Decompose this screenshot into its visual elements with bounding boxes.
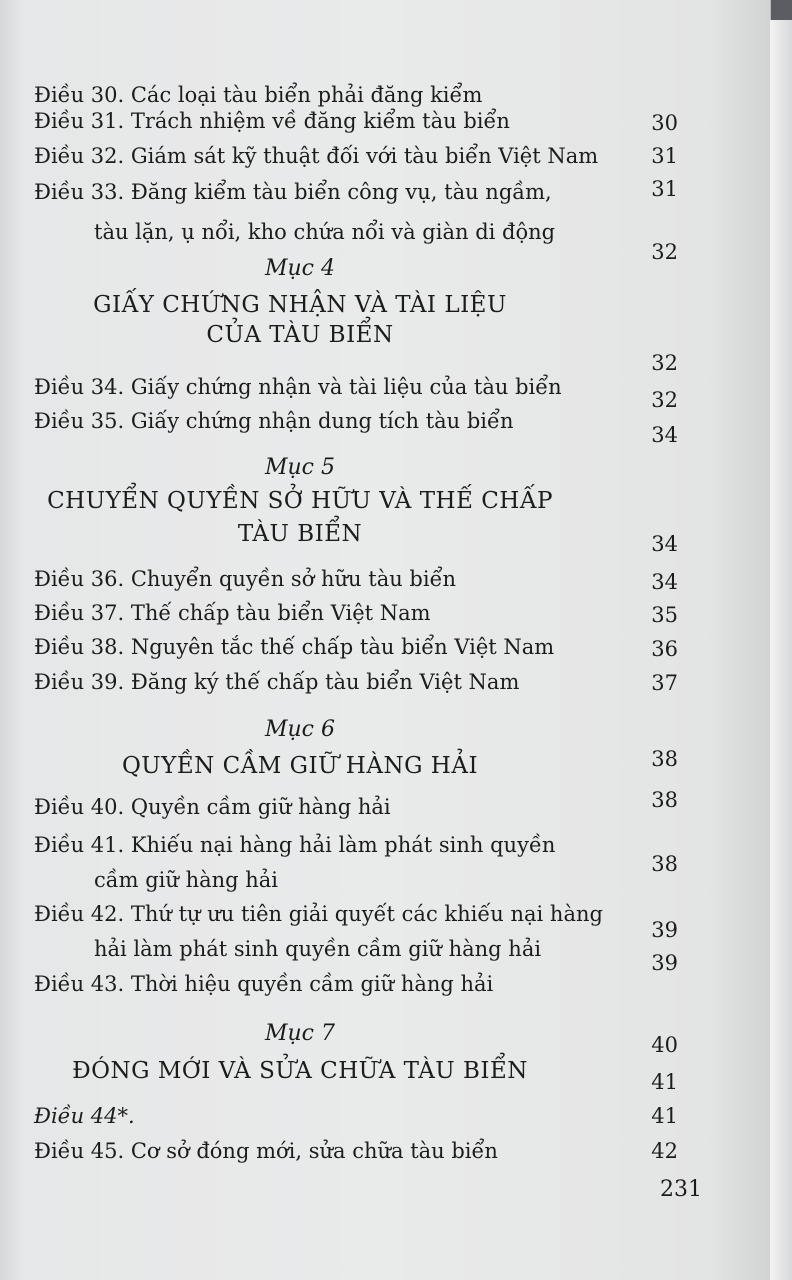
toc-page-number: 39 xyxy=(651,918,678,942)
toc-entry-dieu-37: Điều 37. Thế chấp tàu biển Việt Nam xyxy=(34,601,431,625)
section-label-muc-6: Mục 6 xyxy=(264,717,335,742)
section-label-muc-7: Mục 7 xyxy=(264,1021,335,1046)
toc-entry-dieu-33: Điều 33. Đăng kiểm tàu biển công vụ, tàu ngầm, xyxy=(34,180,552,204)
toc-page-number: 38 xyxy=(651,747,678,771)
page-number: 231 xyxy=(660,1177,702,1202)
toc-entry-dieu-35: Điều 35. Giấy chứng nhận dung tích tàu biển xyxy=(34,409,514,433)
toc-page-number: 31 xyxy=(651,144,678,168)
section-title-muc-5-line-2: TÀU BIỂN xyxy=(237,521,363,547)
toc-page-number: 34 xyxy=(651,532,678,556)
toc-page-number: 36 xyxy=(651,637,678,661)
toc-entry-dieu-44: Điều 44*. xyxy=(34,1104,135,1128)
toc-page-number: 32 xyxy=(651,240,678,264)
toc-page-number: 40 xyxy=(651,1033,678,1057)
toc-page-number: 31 xyxy=(651,177,678,201)
toc-page-number: 39 xyxy=(651,951,678,975)
toc-entry-dieu-40: Điều 40. Quyền cầm giữ hàng hải xyxy=(34,795,391,819)
section-title-muc-7: ĐÓNG MỚI VÀ SỬA CHỮA TÀU BIỂN xyxy=(72,1058,528,1084)
toc-page-number: 42 xyxy=(651,1139,678,1163)
toc-page-number: 38 xyxy=(651,852,678,876)
section-label-muc-5: Mục 5 xyxy=(264,455,335,480)
toc-page-number: 32 xyxy=(651,351,678,375)
toc-page-number: 32 xyxy=(651,388,678,412)
toc-page-number: 30 xyxy=(651,111,678,135)
toc-entry-dieu-39: Điều 39. Đăng ký thế chấp tàu biển Việt Nam xyxy=(34,670,520,694)
page-edge xyxy=(770,20,792,1280)
toc-entry-dieu-33-cont: tàu lặn, ụ nổi, kho chứa nổi và giàn di động xyxy=(94,220,556,244)
section-label-muc-4: Mục 4 xyxy=(264,256,335,281)
toc-entry-dieu-42-cont: hải làm phát sinh quyền cầm giữ hàng hải xyxy=(94,937,542,961)
toc-page-number: 34 xyxy=(651,423,678,447)
toc-entry-dieu-34: Điều 34. Giấy chứng nhận và tài liệu của tàu biển xyxy=(34,375,562,399)
toc-page-number: 41 xyxy=(651,1104,678,1128)
toc-entry-dieu-41: Điều 41. Khiếu nại hàng hải làm phát sinh quyền xyxy=(34,833,556,857)
toc-page-number: 38 xyxy=(651,788,678,812)
section-title-muc-6: QUYỀN CẦM GIỮ HÀNG HẢI xyxy=(121,753,479,779)
toc-page-number: 41 xyxy=(651,1070,678,1094)
toc-entry-dieu-43: Điều 43. Thời hiệu quyền cầm giữ hàng hải xyxy=(34,972,494,996)
toc-page-number: 34 xyxy=(651,570,678,594)
toc-entry-dieu-30: Điều 30. Các loại tàu biển phải đăng kiểm xyxy=(34,83,483,107)
toc-page-number: 37 xyxy=(651,671,678,695)
toc-entry-dieu-45: Điều 45. Cơ sở đóng mới, sửa chữa tàu biển xyxy=(34,1139,498,1163)
toc-entry-dieu-38: Điều 38. Nguyên tắc thế chấp tàu biển Việt Nam xyxy=(34,635,555,659)
toc-entry-dieu-31: Điều 31. Trách nhiệm về đăng kiểm tàu biển xyxy=(34,109,510,133)
toc-page-number: 35 xyxy=(651,603,678,627)
toc-entry-dieu-32: Điều 32. Giám sát kỹ thuật đối với tàu biển Việt Nam xyxy=(34,144,599,168)
toc-entry-dieu-41-cont: cầm giữ hàng hải xyxy=(94,868,279,892)
section-title-muc-5: CHUYỂN QUYỀN SỞ HỮU VÀ THẾ CHẤP xyxy=(47,488,553,514)
section-title-muc-4: GIẤY CHỨNG NHẬN VÀ TÀI LIỆU xyxy=(93,292,507,318)
toc-entry-dieu-36: Điều 36. Chuyển quyền sở hữu tàu biển xyxy=(34,567,457,591)
section-title-muc-4-line-2: CỦA TÀU BIỂN xyxy=(206,322,394,348)
toc-entry-dieu-42: Điều 42. Thứ tự ưu tiên giải quyết các khiếu nại hàng xyxy=(34,902,603,926)
